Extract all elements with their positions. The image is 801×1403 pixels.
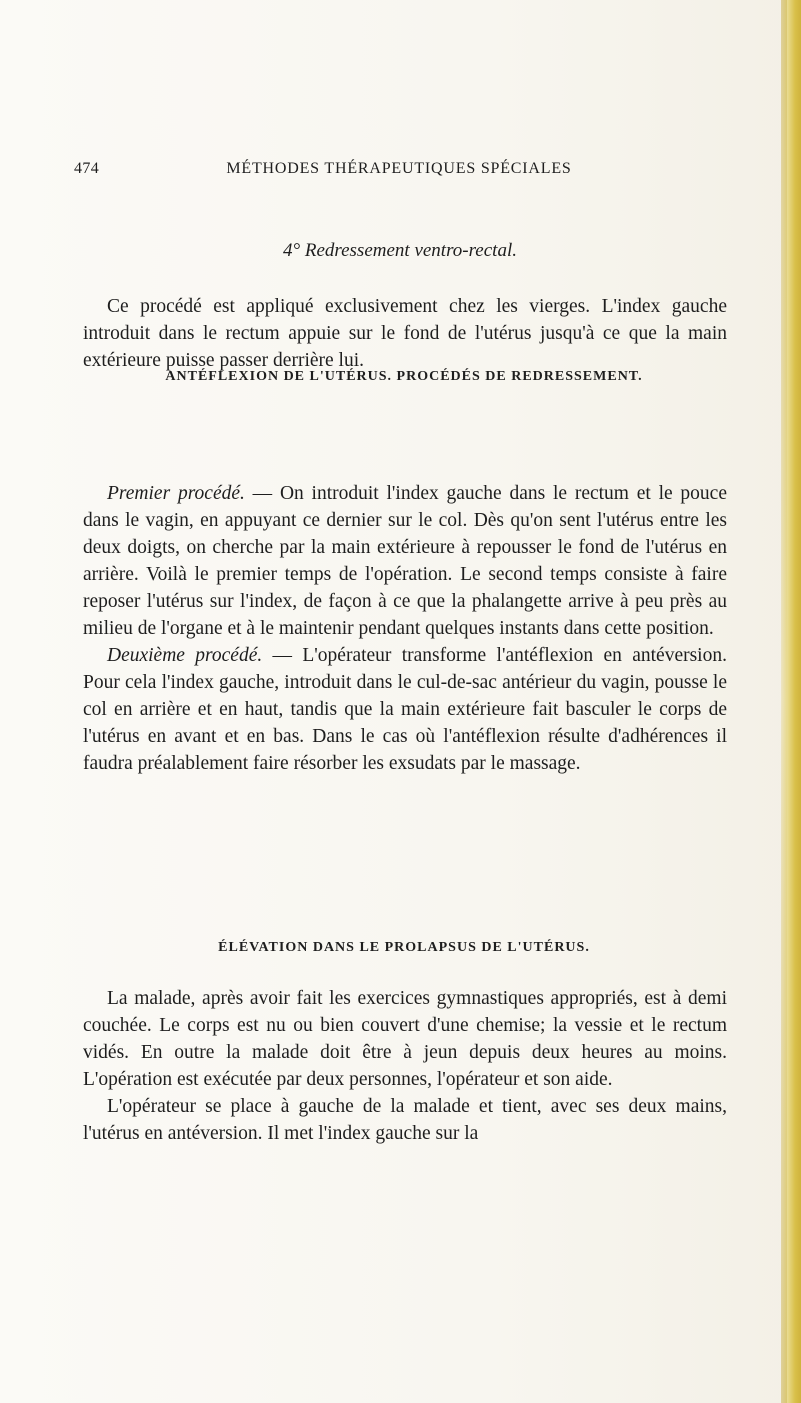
paragraph-4: L'opérateur se place à gauche de la malade et tient, avec ses deux mains, l'utérus en antéversion. Il met l'index gauche sur la	[83, 1096, 727, 1144]
paragraph-3: La malade, après avoir fait les exercices gymnastiques appropriés, est à demi couchée. Le corps est nu ou bien couvert d'une chemise; la vessie et le rectum vidés. En outre la malade doit être à jeun depuis deux heures au moins. L'opération est exécutée par deux personnes, l'opérateur et son aide.	[83, 988, 727, 1090]
running-title: MÉTHODES THÉRAPEUTIQUES SPÉCIALES	[226, 160, 572, 177]
procedures-block	[83, 480, 727, 777]
section-title-antéflexion: ANTÉFLEXION DE L'UTÉRUS. PROCÉDÉS DE REDRESSEMENT.	[165, 369, 643, 384]
paragraph-1-text: Ce procédé est appliqué exclusivement chez les vierges. L'index gauche introduit dans le rectum appuie sur le fond de l'utérus jusqu'à ce que la main extérieure puisse passer derrière lui.	[83, 296, 727, 371]
premier-procede-paragraph	[83, 480, 727, 642]
page-edge-shade	[781, 0, 787, 1403]
deuxieme-procede-paragraph	[83, 642, 727, 777]
subheading: 4° Redressement ventro-rectal.	[283, 240, 517, 261]
premier-procede-label: Premier procédé.	[107, 483, 245, 504]
page-number: 474	[74, 160, 100, 177]
running-header	[74, 160, 724, 184]
premier-procede-text: — On introduit l'index gauche dans le rectum et le pouce dans le vagin, en appuyant ce dernier sur le col. Dès qu'on sent l'utérus entre les deux doigts, on cherche par la main extérieure à repousser le fond de l'utérus en arrière. Voilà le premier temps de l'opération. Le second temps consiste à faire reposer l'utérus sur l'index, de façon à ce que la phalangette arrive à peu près au milieu de l'organe et à le maintenir pendant quelques instants dans cette position.	[83, 483, 727, 639]
section-title-elevation: ÉLÉVATION DANS LE PROLAPSUS DE L'UTÉRUS.	[218, 940, 590, 955]
deuxieme-procede-label: Deuxième procédé.	[107, 645, 263, 666]
deuxieme-procede-text: — L'opérateur transforme l'antéflexion en antéversion. Pour cela l'index gauche, introduit dans le cul-de-sac antérieur du vagin, pousse le col en arrière et en haut, tandis que la main extérieure fait basculer le corps de l'utérus en avant et en bas. Dans le cas où l'antéflexion résulte d'adhérences il faudra préalablement faire résorber les exsudats par le massage.	[83, 645, 727, 774]
elevation-block	[83, 985, 727, 1147]
paragraph-1	[83, 293, 727, 374]
